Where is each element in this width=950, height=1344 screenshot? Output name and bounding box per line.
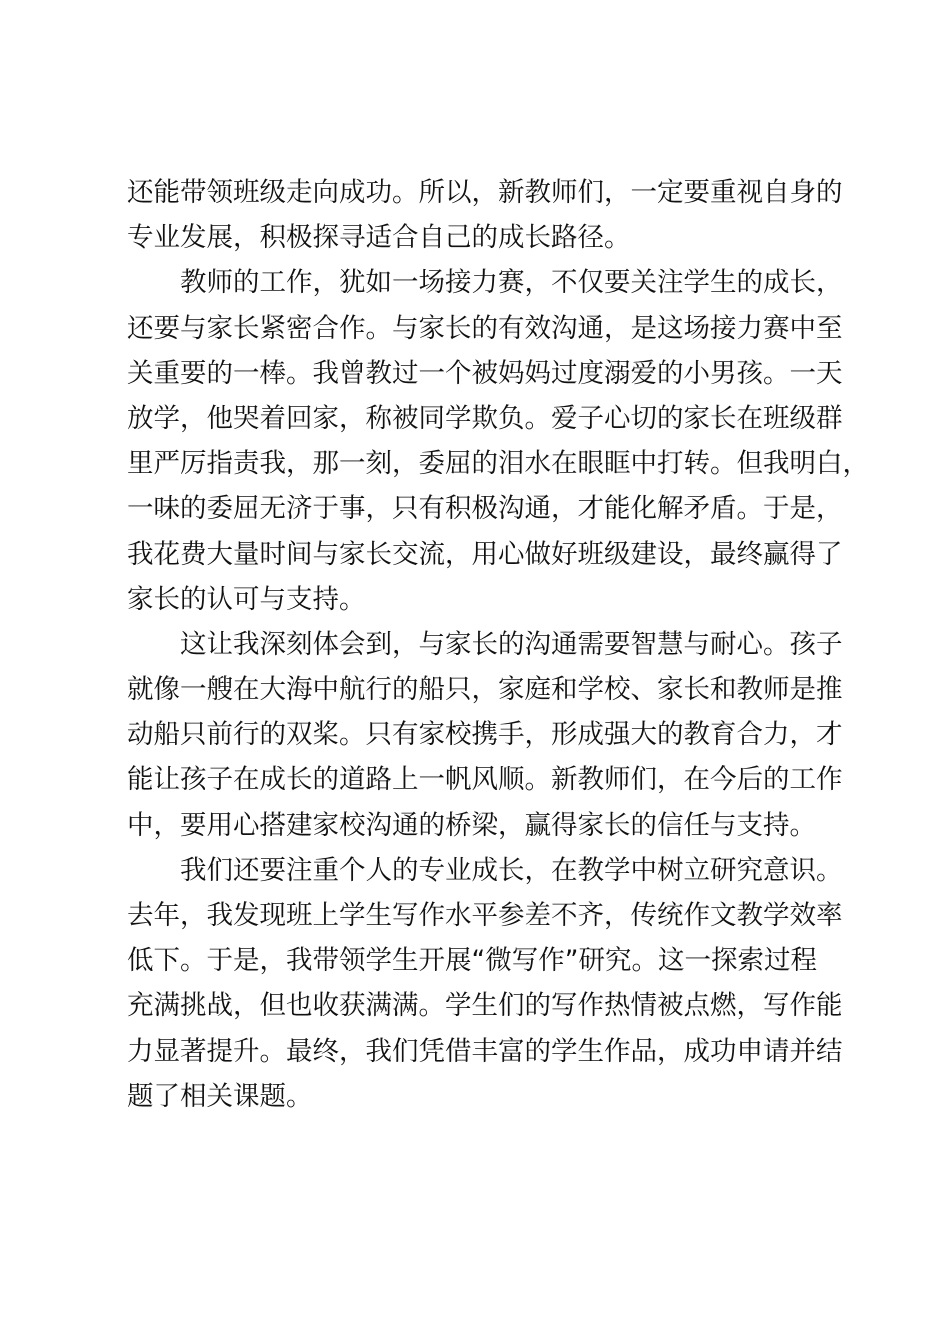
text-line: 家长的认可与支持。 (127, 583, 366, 615)
text-line: 题了相关课题。 (127, 1080, 313, 1112)
text-line: 一味的委屈无济于事，只有积极沟通，才能化解矛盾。于是， (127, 493, 843, 525)
text-line: 里严厉指责我，那一刻，委屈的泪水在眼眶中打转。但我明白， (127, 448, 869, 480)
text-line: 动船只前行的双桨。只有家校携手，形成强大的教育合力，才 (127, 719, 843, 751)
body-text (127, 170, 869, 1119)
text-line: 关重要的一棒。我曾教过一个被妈妈过度溺爱的小男孩。一天 (127, 357, 843, 389)
text-line: 还要与家长紧密合作。与家长的有效沟通，是这场接力赛中至 (127, 312, 843, 344)
text-line: 力显著提升。最终，我们凭借丰富的学生作品，成功申请并结 (127, 1035, 843, 1067)
text-line: 能让孩子在成长的道路上一帆风顺。新教师们，在今后的工作 (127, 764, 843, 796)
text-line: 中，要用心搭建家校沟通的桥梁，赢得家长的信任与支持。 (127, 809, 816, 841)
text-line: 充满挑战，但也收获满满。学生们的写作热情被点燃，写作能 (127, 990, 843, 1022)
text-line: 就像一艘在大海中航行的船只，家庭和学校、家长和教师是推 (127, 674, 843, 706)
text-line: 去年，我发现班上学生写作水平参差不齐，传统作文教学效率 (127, 900, 843, 931)
paragraph-first-line: 这让我深刻体会到，与家长的沟通需要智慧与耐心。孩子 (180, 628, 843, 660)
text-line: 放学，他哭着回家，称被同学欺负。爱子心切的家长在班级群 (127, 402, 843, 434)
text-line: 我花费大量时间与家长交流，用心做好班级建设，最终赢得了 (127, 538, 843, 570)
text-line: 低下。于是，我带领学生开展“微写作”研究。这一探索过程 (127, 945, 817, 977)
text-line: 专业发展，积极探寻适合自己的成长路径。 (127, 222, 631, 254)
paragraph-first-line: 教师的工作，犹如一场接力赛，不仅要关注学生的成长， (180, 267, 843, 299)
text-line: 还能带领班级走向成功。所以，新教师们，一定要重视自身的 (127, 177, 843, 208)
paragraph-first-line: 我们还要注重个人的专业成长，在教学中树立研究意识。 (180, 854, 843, 886)
